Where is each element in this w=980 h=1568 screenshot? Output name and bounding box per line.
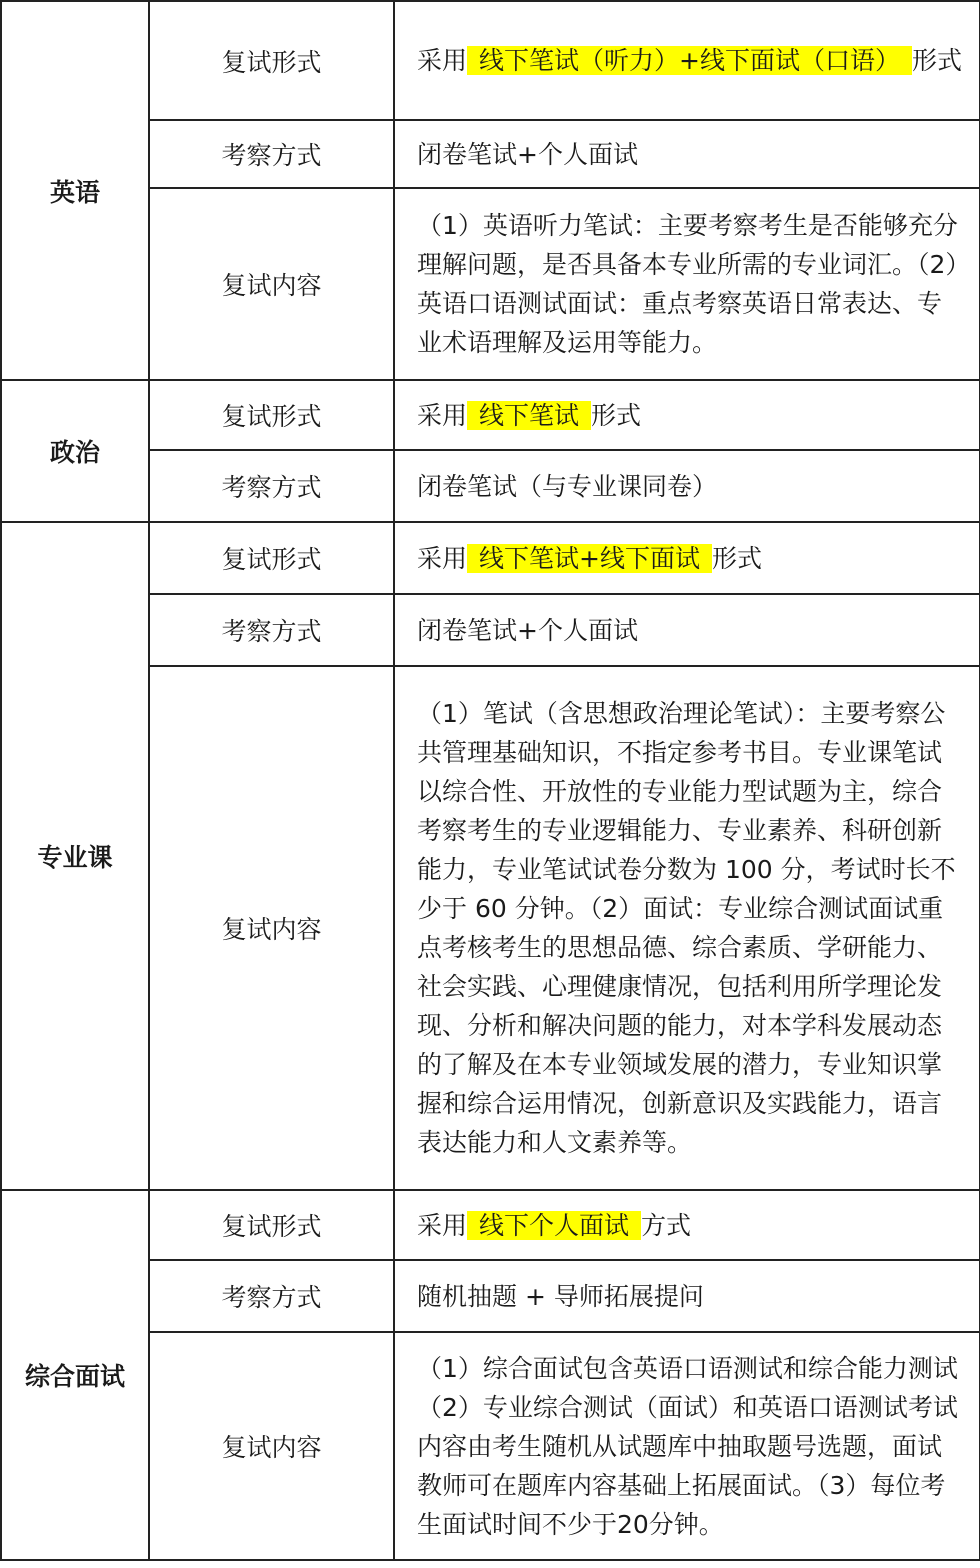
content-prefix: 采用 <box>417 400 468 430</box>
row-label: 复试形式 <box>149 1190 394 1260</box>
subject-cell: 专业课 <box>1 522 149 1190</box>
subject-cell: 政治 <box>1 380 149 522</box>
row-content <box>394 380 980 450</box>
subject-cell: 英语 <box>1 1 149 380</box>
highlighted-text: 线下个人面试 <box>467 1211 641 1240</box>
row-content <box>394 1 980 120</box>
row-content: （1）英语听力笔试：主要考察考生是否能够充分理解问题，是否具备本专业所需的专业词汇。（2）英语口语测试面试：重点考察英语日常表达、专业术语理解及运用等能力。 <box>394 188 980 380</box>
highlighted-text: 线下笔试+线下面试 <box>467 544 712 573</box>
subject-cell: 综合面试 <box>1 1190 149 1560</box>
content-suffix: 形式 <box>911 46 962 75</box>
row-content: 随机抽题 + 导师拓展提问 <box>394 1260 980 1332</box>
content-prefix: 采用 <box>417 46 468 75</box>
row-label: 考察方式 <box>149 1260 394 1332</box>
table-row <box>1 522 980 594</box>
content-prefix: 采用 <box>417 1210 468 1240</box>
row-label: 复试形式 <box>149 522 394 594</box>
content-prefix: 采用 <box>417 543 468 573</box>
row-label: 复试内容 <box>149 1332 394 1560</box>
highlighted-text: 线下笔试 <box>467 401 591 430</box>
table-row <box>1 1190 980 1260</box>
row-content: 闭卷笔试（与专业课同卷） <box>394 450 980 522</box>
row-label: 复试形式 <box>149 380 394 450</box>
row-content: 闭卷笔试+个人面试 <box>394 120 980 188</box>
row-content: 闭卷笔试+个人面试 <box>394 594 980 666</box>
highlighted-text: 线下笔试（听力）+线下面试（口语） <box>467 46 912 75</box>
row-content: （1）笔试（含思想政治理论笔试）：主要考察公共管理基础知识，不指定参考书目。专业课笔试以综合性、开放性的专业能力型试题为主，综合考察考生的专业逻辑能力、专业素养、科研创新能力，专业笔试试卷分数为 100 分，考试时长不少于 60 分钟。（2）面试：专业综合测试面试重点考核考生的思想品德、综合素质、学研能力、社会实践、心理健康情况，包括利用所学理论发现、分析和解决问题的能力，对本学科发展动态的了解及在本专业领域发展的潜力，专业知识掌握和综合运用情况，创新意识及实践能力，语言表达能力和人文素养等。 <box>394 666 980 1190</box>
row-label: 考察方式 <box>149 594 394 666</box>
content-suffix: 形式 <box>711 543 762 573</box>
row-content: （1）综合面试包含英语口语测试和综合能力测试（2）专业综合测试（面试）和英语口语测试考试内容由考生随机从试题库中抽取题号选题，面试教师可在题库内容基础上拓展面试。（3）每位考生面试时间不少于20分钟。 <box>394 1332 980 1560</box>
content-suffix: 形式 <box>591 400 642 430</box>
content-suffix: 方式 <box>641 1210 692 1240</box>
row-content <box>394 1190 980 1260</box>
row-label: 复试形式 <box>149 1 394 120</box>
table-row <box>1 1 980 120</box>
row-label: 考察方式 <box>149 450 394 522</box>
row-label: 复试内容 <box>149 188 394 380</box>
row-label: 复试内容 <box>149 666 394 1190</box>
table-row <box>1 380 980 450</box>
row-content <box>394 522 980 594</box>
row-label: 考察方式 <box>149 120 394 188</box>
